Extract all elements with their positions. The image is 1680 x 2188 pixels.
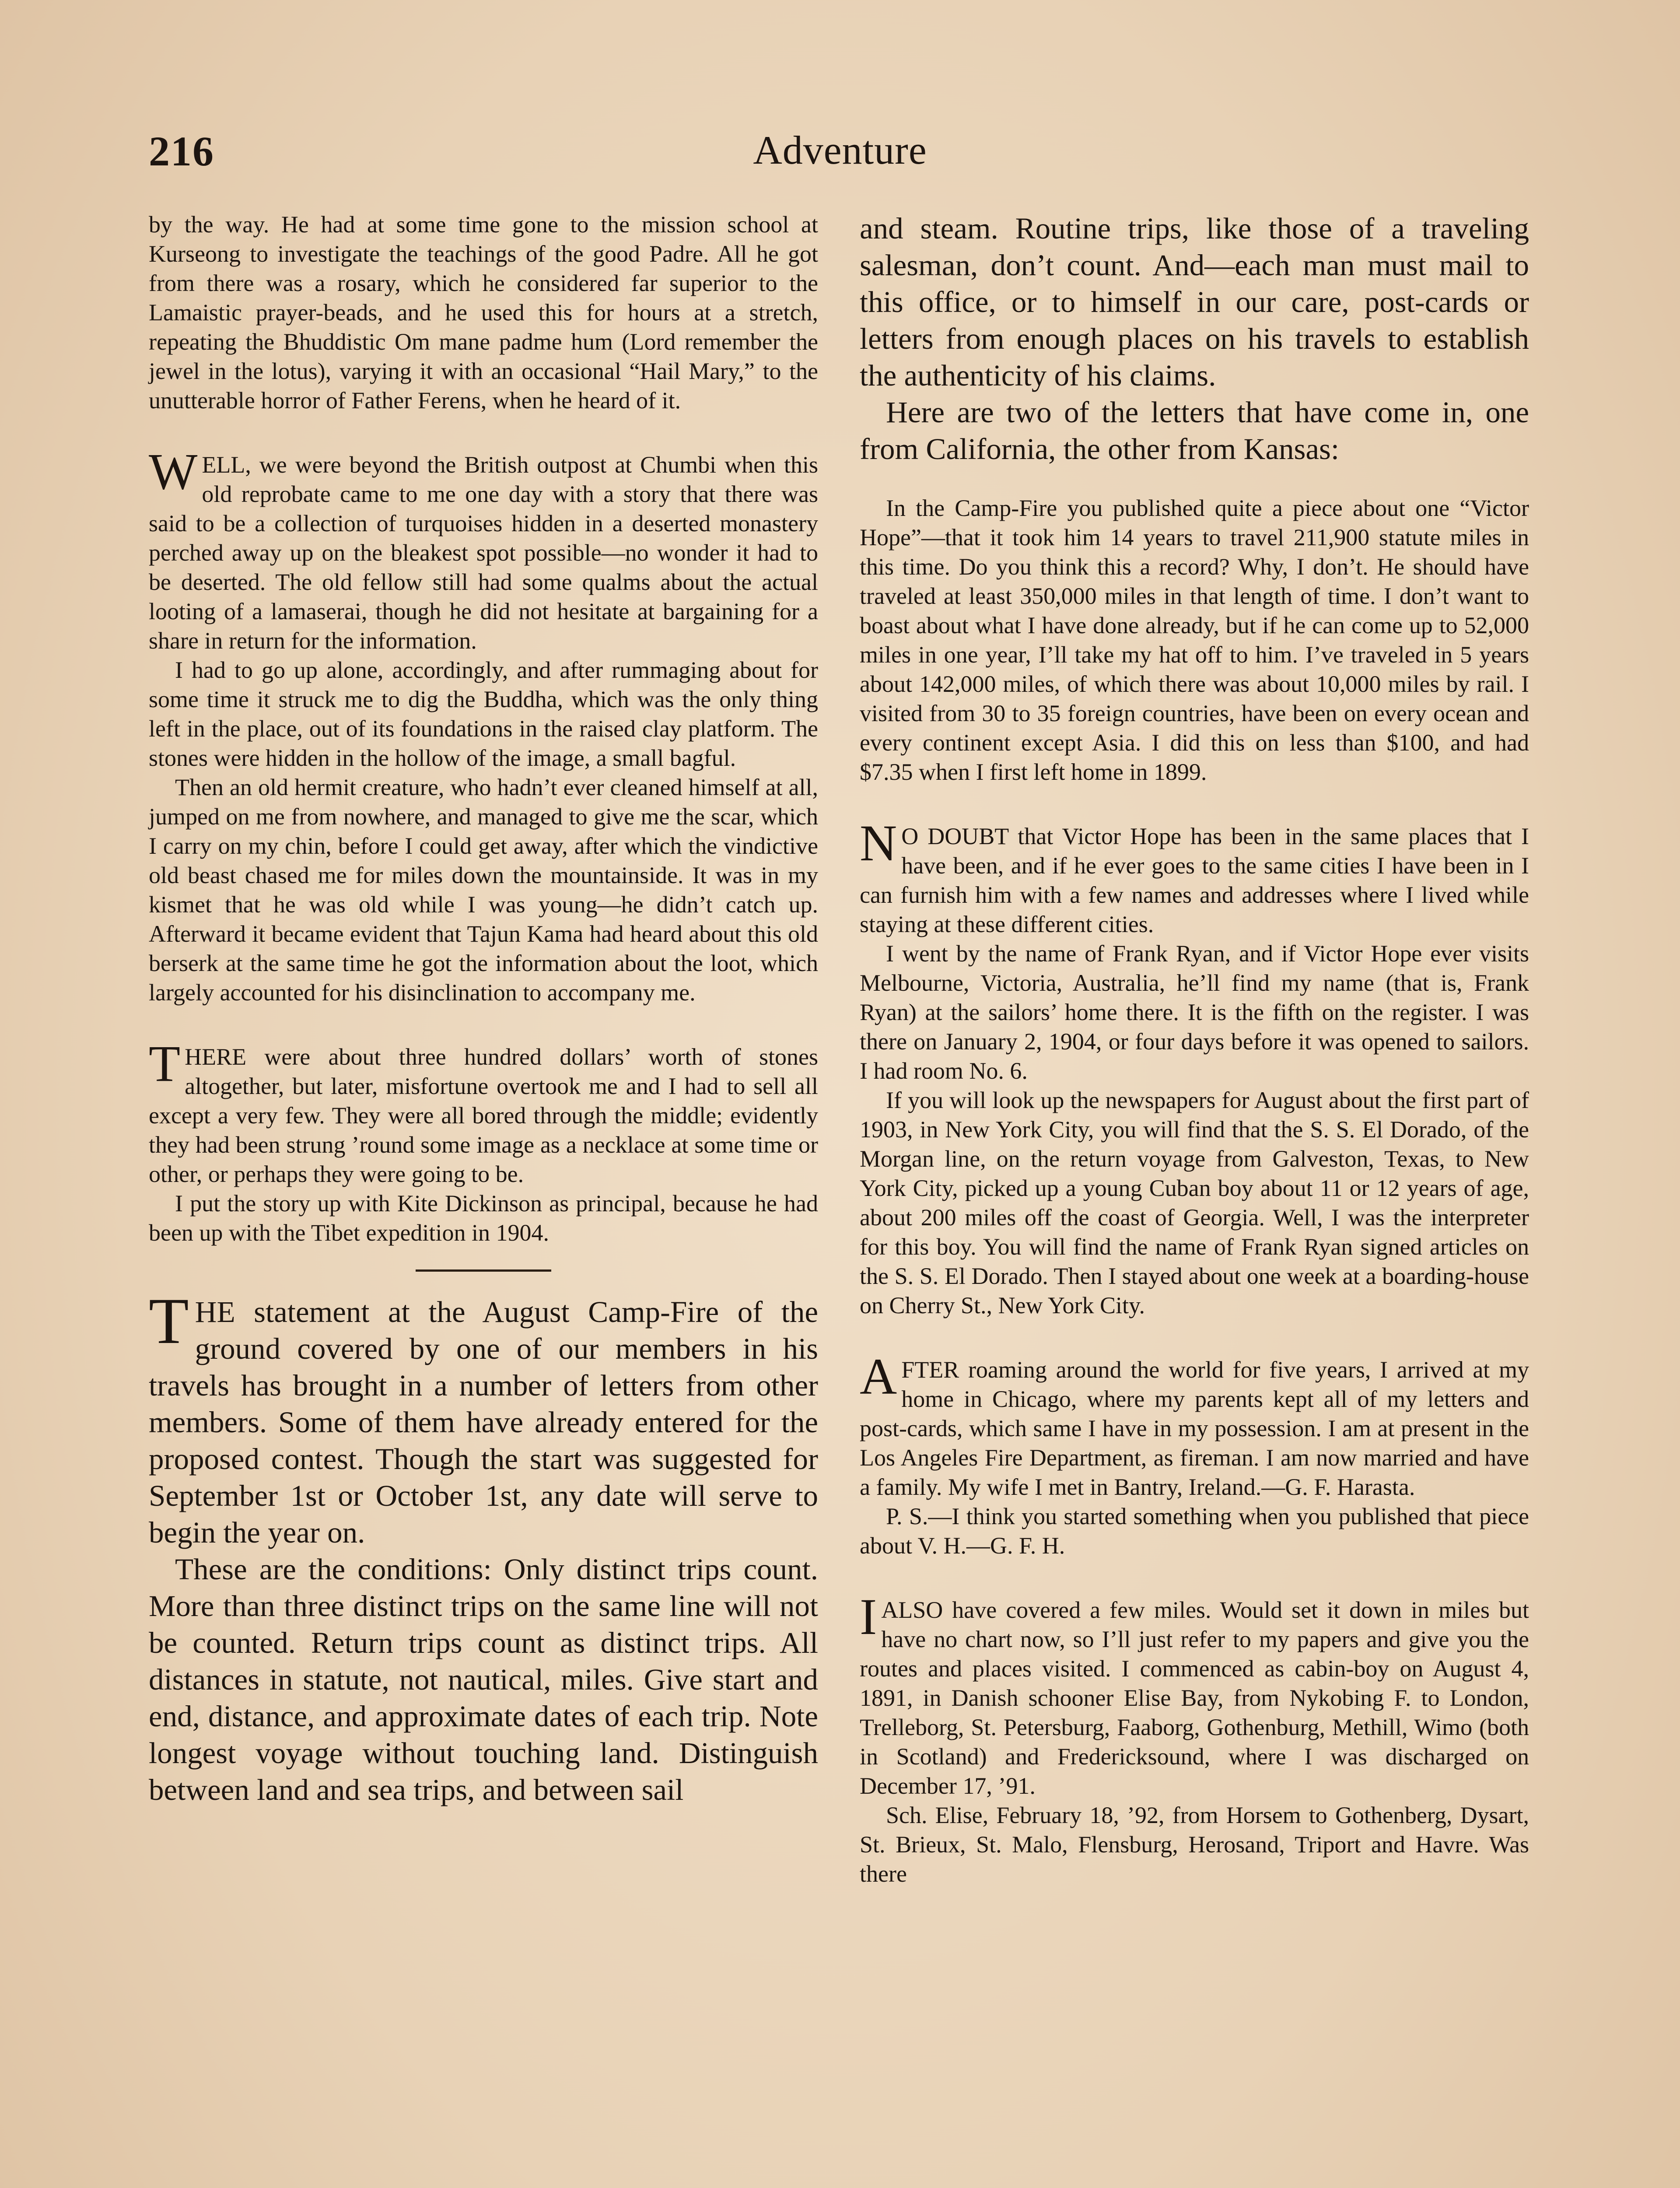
paragraph: by the way. He had at some time gone to the mission school at Kurseong to investigate the teachings of the good Padre. All he got from there was a rosary, which he considered far superior to the Lamaistic prayer-beads, and he used this for hours at a stretch, repeating the Bhuddistic Om mane padme hum (Lord remember the jewel in the lotus), varying it with an occasional “Hail Mary,” to the unutterable horror of Father Ferens, when he heard of it.	[149, 211, 818, 414]
section-divider	[416, 1269, 551, 1272]
paragraph: I put the story up with Kite Dickinson as principal, because he had been up with the Tibet expedition in 1904.	[149, 1190, 818, 1246]
left-column	[149, 210, 818, 1808]
paragraph: Then an old hermit creature, who hadn’t ever cleaned himself at all, jumped on me from nowhere, and managed to give me the scar, which I carry on my chin, before I could get away, after which the vindictive old beast chased me for miles down the mountainside. It was in my kismet that he was old while I was young—he didn’t catch up. Afterward it became evident that Tajun Kama had heard about this old berserk at the same time he got the information about the loot, which largely accounted for his disinclination to accompany me.	[149, 774, 818, 1006]
drop-cap: W	[149, 443, 198, 500]
paragraph: and steam. Routine trips, like those of a traveling salesman, don’t count. And—each man must mail to this office, or to himself in our care, post-cards or letters from enough places on his travels to establish the authenticity of his claims.	[860, 212, 1529, 392]
letter-paragraph: P. S.—I think you started something when you published that piece about V. H.—G. F. H.	[860, 1503, 1529, 1559]
page-number: 216	[149, 128, 214, 175]
drop-cap: N	[860, 814, 897, 872]
paragraph: These are the conditions: Only distinct trips count. More than three distinct trips on the same line will not be counted. Return trips count as distinct trips. All distances in statute, not nautical, miles. Give start and end, distance, and approximate dates of each trip. Note longest voyage without touching land. Distinguish between land and sea trips, and between sail	[149, 1553, 818, 1806]
drop-cap: I	[860, 1588, 877, 1645]
letter-paragraph: IALSO have covered a few miles. Would set it down in miles but have no chart now, so I’ll just refer to my papers and give you the routes and places visited. I commenced as cabin-boy on August 4, 1891, in Danish schooner Elise Bay, from Nykobing F. to London, Trelleborg, St. Petersburg, Faaborg, Gothenburg, Methill, Wimo (both in Scotland) and Fredericksound, where I was discharged on December 17, ’91.	[860, 1588, 1529, 1799]
paragraph: THERE were about three hundred dollars’ worth of stones altogether, but later, misfortune overtook me and I had to sell all except a very few. They were all bored through the middle; evidently they had been strung ’round some image as a necklace at some time or other, or perhaps they were going to be.	[149, 1035, 818, 1187]
drop-cap: A	[860, 1348, 897, 1405]
paragraph: Here are two of the letters that have come in, one from California, the other from Kansas:	[860, 396, 1529, 466]
drop-cap: T	[149, 1035, 181, 1092]
right-column	[860, 210, 1529, 1889]
letter-paragraph: If you will look up the newspapers for August about the first part of 1903, in New York City, you will find that the S. S. El Dorado, of the Morgan line, on the return voyage from Galveston, Texas, to New York City, picked up a young Cuban boy about 11 or 12 years of age, about 200 miles off the coast of Georgia. Well, I was the interpreter for this boy. You will find the name of Frank Ryan signed articles on the S. S. El Dorado. Then I stayed about one week at a boarding-house on Cherry St., New York City.	[860, 1087, 1529, 1318]
letter-paragraph: N O DOUBT that Victor Hope has been in the same places that I have been, and if he ever goes to the same cities I have been in I can furnish him with a few names and addresses where I lived while staying at these different cities.	[860, 814, 1529, 937]
drop-cap: T	[149, 1285, 189, 1357]
letter-paragraph: I went by the name of Frank Ryan, and if Victor Hope ever visits Melbourne, Victoria, Australia, he’ll find my name (that is, Frank Ryan) at the sailors’ home there. It is the fifth on the register. I was there on January 2, 1904, or four days before it was opened to sailors. I had room No. 6.	[860, 940, 1529, 1084]
paragraph: WELL, we were beyond the British outpost at Chumbi when this old reprobate came to me one day with a story that there was said to be a collection of turquoises hidden in a deserted monastery perched away up on the bleakest spot possible—no wonder it had to be deserted. The old fellow still had some qualms about the actual looting of a lamaserai, though he did not hesitate at bargaining for a share in return for the information.	[149, 443, 818, 654]
page-header	[149, 127, 1531, 184]
running-title: Adventure	[753, 128, 927, 172]
letter-paragraph: AFTER roaming around the world for five years, I arrived at my home in Chicago, where my parents kept all of my letters and post-cards, which same I have in my possession. I am at present in the Los Angeles Fire Department, as fireman. I am now married and have a family. My wife I met in Bantry, Ireland.—G. F. Harasta.	[860, 1348, 1529, 1500]
paragraph: I had to go up alone, accordingly, and after rummaging about for some time it struck me to dig the Buddha, which was the only thing left in the place, out of its foundations in the raised clay platform. The stones were hidden in the hollow of the image, a small bagful.	[149, 657, 818, 771]
letter-paragraph: In the Camp-Fire you published quite a piece about one “Victor Hope”—that it took him 14 years to travel 211,900 statute miles in this time. Do you think this a record? Why, I don’t. He should have traveled at least 350,000 miles in that length of time. I don’t want to boast about what I have done already, but if he can come up to 52,000 miles in one year, I’ll take my hat off to him. I’ve traveled in 5 years about 142,000 miles, of which there was about 10,000 miles by rail. I visited from 30 to 35 foreign countries, have been on every ocean and every continent except Asia. I did this on less than $100, and had $7.35 when I first left home in 1899.	[860, 495, 1529, 785]
paragraph: THE statement at the August Camp-Fire of the ground covered by one of our members in his travels has brought in a number of letters from other members. Some of them have already entered for the proposed contest. Though the start was suggested for September 1st or October 1st, any date will serve to begin the year on.	[149, 1285, 818, 1549]
letter-paragraph: Sch. Elise, February 18, ’92, from Horsem to Gothenberg, Dysart, St. Brieux, St. Malo, Flensburg, Herosand, Triport and Havre. Was there	[860, 1802, 1529, 1887]
